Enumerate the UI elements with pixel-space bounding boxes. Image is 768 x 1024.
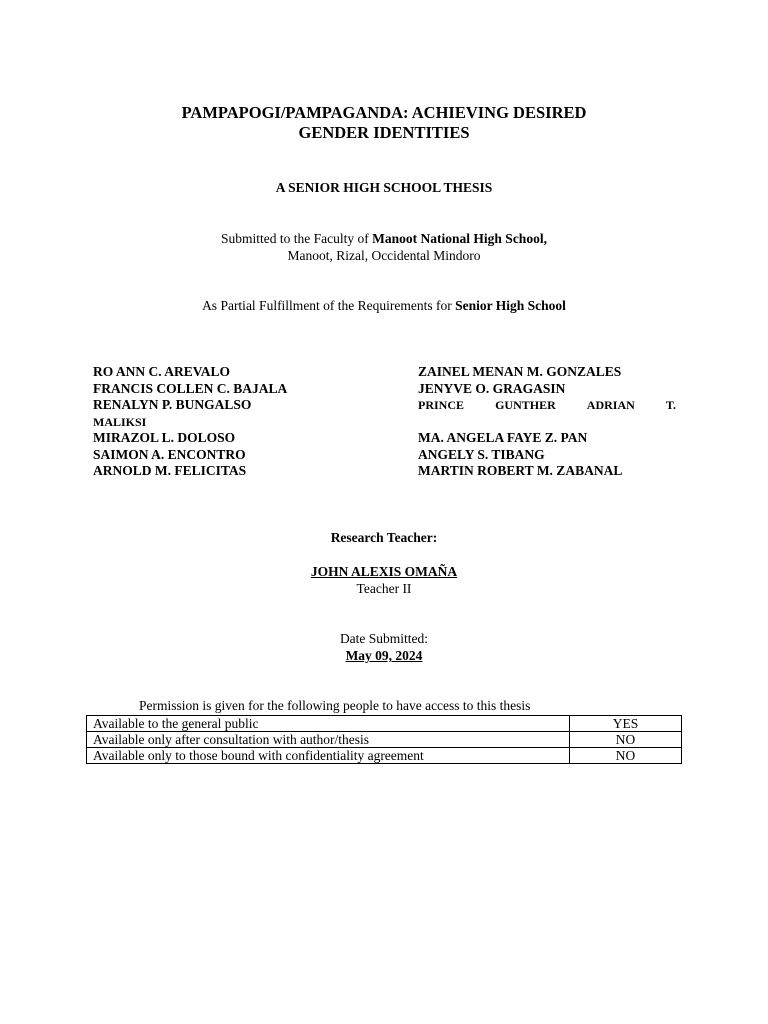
author-name: MARTIN ROBERT M. ZABANAL xyxy=(418,463,623,478)
school-name: Manoot National High School, xyxy=(372,231,547,246)
author-name-justified xyxy=(418,397,676,414)
access-option-value: NO xyxy=(570,732,682,748)
access-option-label: Available to the general public xyxy=(87,716,570,732)
table-row xyxy=(87,716,682,732)
authors-right-column xyxy=(418,364,676,480)
thesis-subtitle: A SENIOR HIGH SCHOOL THESIS xyxy=(275,180,493,195)
program-name: Senior High School xyxy=(455,298,566,313)
author-name-part: ADRIAN xyxy=(586,398,635,412)
thesis-title xyxy=(0,103,768,143)
author-name: MA. ANGELA FAYE Z. PAN xyxy=(418,430,588,445)
author-name: SAIMON A. ENCONTRO xyxy=(93,446,246,462)
submission-block xyxy=(0,230,768,264)
author-name: RENALYN P. BUNGALSO xyxy=(93,397,252,412)
author-name: FRANCIS COLLEN C. BAJALA xyxy=(93,380,288,396)
author-name: MIRAZOL L. DOLOSO xyxy=(93,430,236,445)
author-name-part: T. xyxy=(665,398,676,412)
authors-left-column xyxy=(93,364,393,480)
author-name-continuation: MALIKSI xyxy=(93,414,147,429)
date-submitted-value: May 09, 2024 xyxy=(345,648,423,663)
access-option-label: Available only after consultation with author/thesis xyxy=(87,732,570,748)
table-row xyxy=(87,748,682,764)
access-option-label: Available only to those bound with confidentiality agreement xyxy=(87,748,570,764)
author-name-part: GUNTHER xyxy=(495,398,556,412)
author-name-part: PRINCE xyxy=(418,398,465,412)
research-teacher-label: Research Teacher: xyxy=(330,530,438,545)
author-name: ARNOLD M. FELICITAS xyxy=(93,463,247,478)
permission-intro: Permission is given for the following people to have access to this thesis xyxy=(139,698,531,713)
school-address: Manoot, Rizal, Occidental Mindoro xyxy=(287,248,481,263)
research-teacher-position: Teacher II xyxy=(356,581,412,596)
fulfillment-prefix: As Partial Fulfillment of the Requirements for xyxy=(202,298,456,313)
submission-line xyxy=(0,230,768,247)
access-option-value: YES xyxy=(570,716,682,732)
author-name: JENYVE O. GRAGASIN xyxy=(418,380,566,396)
fulfillment-line xyxy=(0,297,768,315)
thesis-title-line-1: PAMPAPOGI/PAMPAGANDA: ACHIEVING DESIRED xyxy=(181,103,587,122)
access-permission-table xyxy=(86,715,682,764)
table-row xyxy=(87,732,682,748)
author-spacer xyxy=(418,414,676,431)
thesis-title-line-2: GENDER IDENTITIES xyxy=(298,123,470,142)
submission-prefix: Submitted to the Faculty of xyxy=(221,231,373,246)
research-teacher-name: JOHN ALEXIS OMAÑA xyxy=(310,564,458,579)
author-name: RO ANN C. AREVALO xyxy=(93,364,231,379)
date-submitted-label: Date Submitted: xyxy=(339,631,429,646)
author-name: ZAINEL MENAN M. GONZALES xyxy=(418,364,622,379)
author-name: ANGELY S. TIBANG xyxy=(418,446,545,462)
access-option-value: NO xyxy=(570,748,682,764)
